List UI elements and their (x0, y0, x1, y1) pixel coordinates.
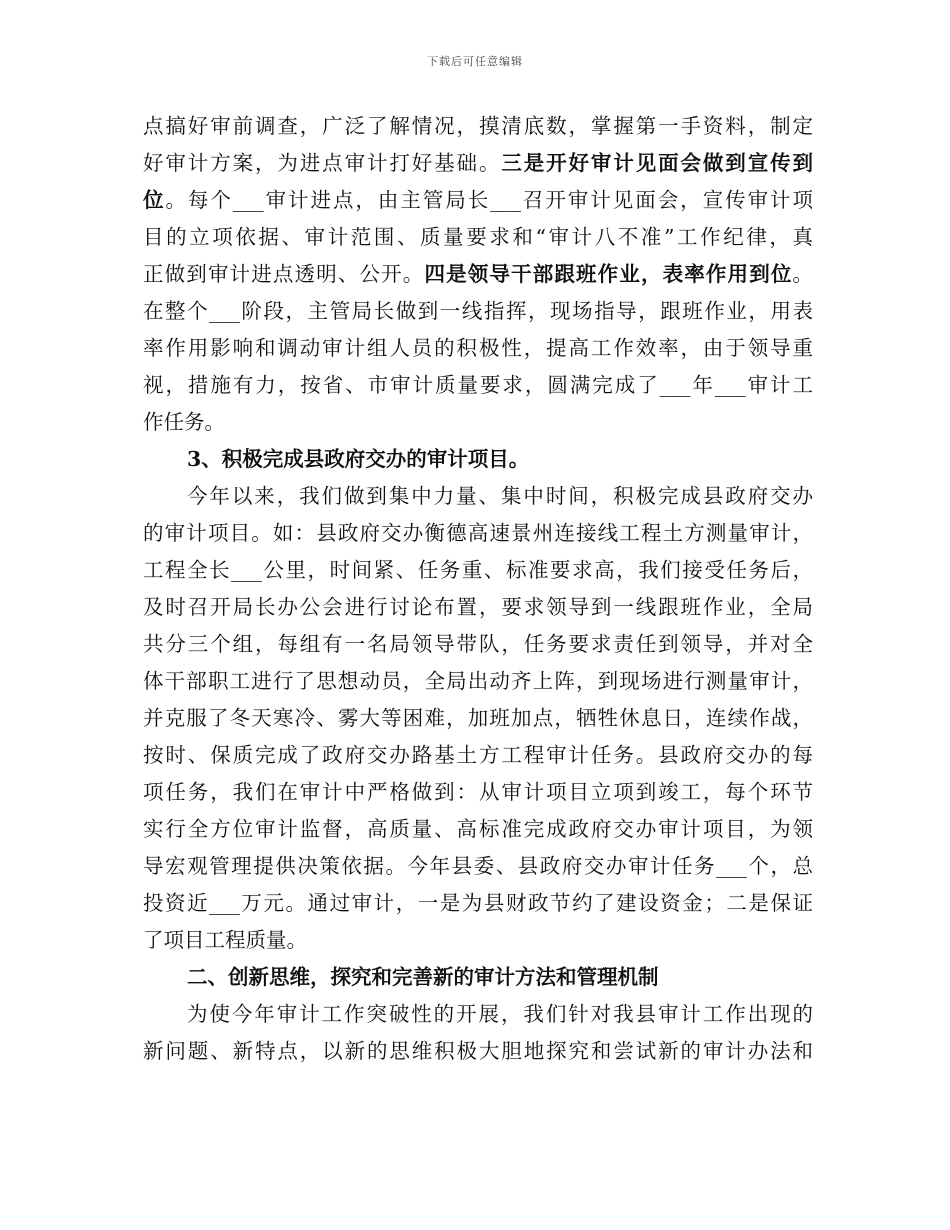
text-line (143, 1033, 813, 1070)
text-segment: 。每个___审计进点，由主管局长___召开审计见面会，宣传审计项 (165, 188, 814, 212)
text-segment: 了项目工程质量。 (143, 928, 307, 952)
text-segment: 点搞好审前调查，广泛了解情况，摸清底数，掌握第一手资料，制定 (143, 114, 813, 138)
text-line (143, 182, 813, 219)
text-line (143, 626, 813, 663)
text-segment: 为使今年审计工作突破性的开展，我们针对我县审计工作出现的 (187, 1002, 813, 1026)
text-line (143, 589, 813, 626)
text-line (143, 922, 813, 959)
text-segment: 体干部职工进行了思想动员，全局出动齐上阵，到现场进行测量审计， (143, 669, 813, 693)
text-line (143, 404, 813, 441)
text-line (143, 367, 813, 404)
text-line (143, 737, 813, 774)
document-body (143, 108, 813, 1070)
text-line (143, 663, 813, 700)
text-segment: 实行全方位审计监督，高质量、高标准完成政府交办审计项目，为领 (143, 817, 813, 841)
text-segment: 率作用影响和调动审计组人员的积极性，提高工作效率，由于领导重 (143, 336, 813, 360)
text-segment: 共分三个组，每组有一名局领导带队，任务要求责任到领导，并对全 (143, 632, 813, 656)
text-segment: 今年以来，我们做到集中力量、集中时间，积极完成县政府交办 (187, 484, 813, 508)
text-line (143, 811, 813, 848)
text-line (143, 478, 813, 515)
text-segment: 工程全长___公里，时间紧、任务重、标准要求高，我们接受任务后， (143, 558, 813, 582)
text-segment: 项任务，我们在审计中严格做到：从审计项目立项到竣工，每个环节 (143, 780, 813, 804)
text-line (143, 959, 813, 996)
text-line (143, 885, 813, 922)
text-line (143, 848, 813, 885)
text-line (143, 774, 813, 811)
text-segment: 目的立项依据、审计范围、质量要求和“审计八不准”工作纪律，真 (143, 225, 813, 249)
bold-text-segment: 二、创新思维，探究和完善新的审计方法和管理机制 (187, 965, 659, 989)
text-segment: 导宏观管理提供决策依据。今年县委、县政府交办审计任务___个，总 (143, 854, 813, 878)
text-line (143, 108, 813, 145)
bold-text-segment: 三是开好审计见面会做到宣传到 (501, 151, 813, 175)
text-line (143, 256, 813, 293)
text-segment: 正做到审计进点透明、公开。 (143, 262, 425, 286)
text-line (143, 700, 813, 737)
bold-text-segment: 四是领导干部跟班作业，表率作用到位 (424, 262, 793, 286)
bold-text-segment: 位 (143, 188, 166, 212)
text-line (143, 219, 813, 256)
text-segment: 及时召开局长办公会进行讨论布置，要求领导到一线跟班作业，全局 (143, 595, 813, 619)
text-line (143, 330, 813, 367)
text-line (143, 145, 813, 182)
text-segment: 投资近___万元。通过审计，一是为县财政节约了建设资金；二是保证 (143, 891, 813, 915)
text-segment: 好审计方案，为进点审计打好基础。 (143, 151, 502, 175)
text-line (143, 293, 813, 330)
text-segment: 新问题、新特点，以新的思维积极大胆地探究和尝试新的审计办法和 (143, 1039, 813, 1063)
text-line (143, 996, 813, 1033)
text-line (143, 515, 813, 552)
text-segment: 在整个___阶段，主管局长做到一线指挥，现场指导，跟班作业，用表 (143, 299, 813, 323)
text-segment: 按时、保质完成了政府交办路基土方工程审计任务。县政府交办的每 (143, 743, 813, 767)
text-segment: 并克服了冬天寒冷、雾大等困难，加班加点，牺牲休息日，连续作战， (143, 706, 813, 730)
bold-text-segment: 3、积极完成县政府交办的审计项目。 (187, 447, 530, 471)
text-line (143, 552, 813, 589)
text-segment: 视，措施有力，按省、市审计质量要求，圆满完成了___年___审计工 (143, 373, 813, 397)
text-segment: 。 (792, 262, 814, 286)
page-header: 下载后可任意编辑 (427, 55, 523, 68)
text-line (143, 441, 813, 478)
text-segment: 作任务。 (143, 410, 225, 434)
text-segment: 的审计项目。如：县政府交办衡德高速景州连接线工程土方测量审计， (143, 521, 813, 545)
